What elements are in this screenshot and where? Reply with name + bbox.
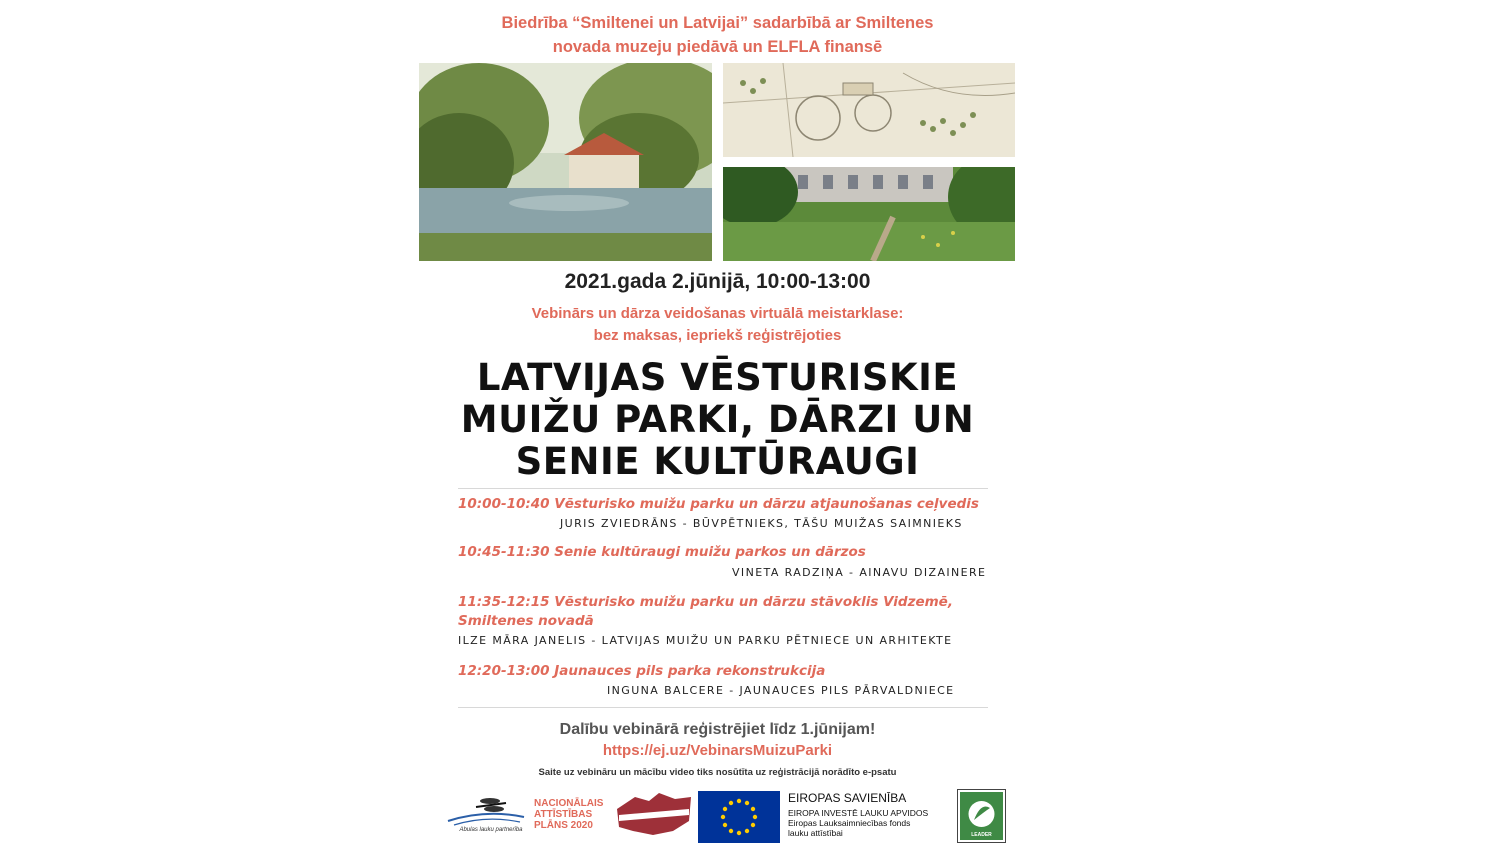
session-speaker: INGUNA BALCERE - JAUNAUCES PILS PĀRVALDNIECE — [607, 684, 955, 697]
event-poster — [410, 0, 1025, 860]
latvia-map-logo — [613, 791, 693, 837]
nap-line-3: PLĀNS 2020 — [534, 820, 593, 831]
main-title-line-3: SENIE KULTŪRAUGI — [515, 440, 920, 483]
leader-logo-text: LEADER — [971, 832, 992, 838]
association-logo-text: Abulas lauku partnerība — [459, 827, 523, 833]
eu-title: EIROPAS SAVIENĪBA — [788, 791, 907, 805]
session-title: 11:35-12:15 Vēsturisko muižu parku un dārzu stāvoklis Vidzemē, — [458, 594, 953, 610]
session-title: 10:00-10:40 Vēsturisko muižu parku un dārzu atjaunošanas ceļvedis — [458, 496, 979, 512]
eu-line-3: lauku attīstībai — [788, 828, 843, 838]
historic-park-plan-image — [723, 63, 1015, 157]
session-title: 10:45-11:30 Senie kultūraugi muižu parkos un dārzos — [458, 544, 866, 560]
divider — [458, 707, 988, 708]
session-speaker: JURIS ZVIEDRĀNS - BŪVPĒTNIEKS, TĀŠU MUIŽAS SAIMNIEKS — [560, 517, 963, 530]
subtitle-line-1: Vebinārs un dārza veidošanas virtuālā meistarklase: — [531, 305, 904, 322]
painting-manor-park-image — [419, 63, 712, 261]
header-line-2: novada muzeju piedāvā un ELFLA finansē — [552, 38, 883, 56]
nap-logo — [534, 798, 603, 831]
eu-line-2: Eiropas Lauksaimniecības fonds — [788, 818, 911, 828]
registration-link[interactable]: https://ej.uz/VebinarsMuizuParki — [602, 742, 833, 759]
eu-line-1: EIROPA INVESTĒ LAUKU APVIDOS — [788, 808, 929, 818]
nap-line-1: NACIONĀLAIS — [534, 798, 604, 809]
nap-line-2: ATTĪSTĪBAS — [534, 809, 593, 820]
session-speaker: ILZE MĀRA JANELIS - LATVIJAS MUIŽU UN PARKU PĒTNIECE UN ARHITEKTE — [458, 634, 953, 647]
session-title: 12:20-13:00 Jaunauces pils parka rekonstrukcija — [458, 663, 826, 679]
header-line-1: Biedrība “Smiltenei un Latvijai” sadarbībā ar Smiltenes — [501, 14, 934, 32]
leader-logo — [957, 789, 1006, 843]
eu-flag-logo — [698, 791, 780, 843]
garden-photo-image — [723, 167, 1015, 261]
session-title-continued: Smiltenes novadā — [458, 613, 594, 629]
registration-note: Saite uz vebināru un mācību video tiks nosūtīta uz reģistrācijā norādīto e-psatu — [538, 767, 897, 778]
divider — [458, 488, 988, 489]
registration-text: Dalību vebinārā reģistrējiet līdz 1.jūnijam! — [559, 721, 876, 738]
session-speaker: VINETA RADZIŅA - AINAVU DIZAINERE — [732, 566, 987, 579]
main-title-line-2: MUIŽU PARKI, DĀRZI UN — [460, 398, 975, 441]
event-date: 2021.gada 2.jūnijā, 10:00-13:00 — [564, 270, 871, 293]
subtitle-line-2: bez maksas, iepriekš reģistrējoties — [593, 327, 842, 344]
eu-funding-text — [788, 791, 928, 838]
eu-stars-icon — [698, 791, 780, 843]
association-logo — [446, 795, 526, 835]
main-title-line-1: LATVIJAS VĒSTURISKIE — [476, 356, 959, 399]
